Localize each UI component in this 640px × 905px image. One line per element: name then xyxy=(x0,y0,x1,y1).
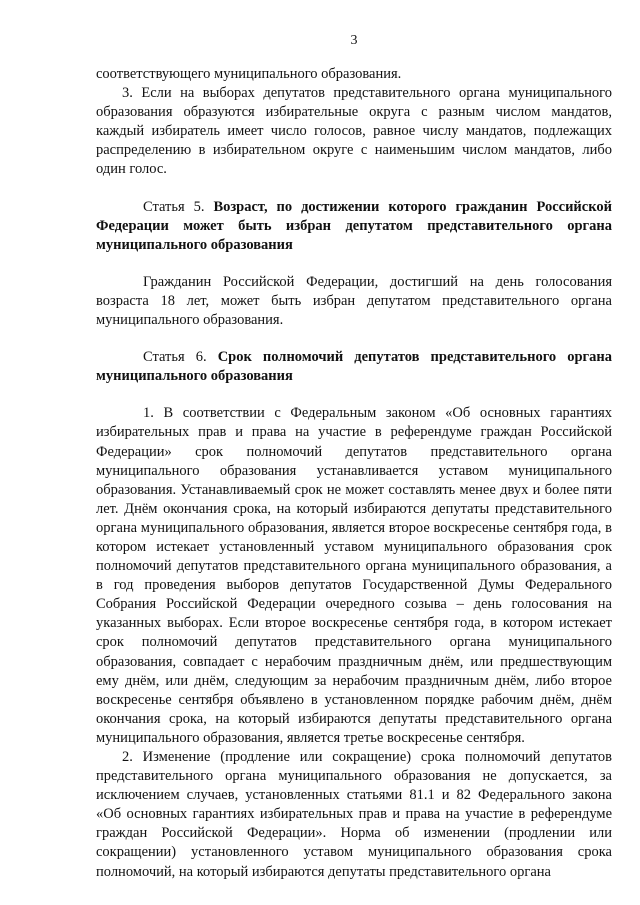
article-5-title: Возраст, по достижении которого гражданин Российской Федерации может быть избран депутатом представительного органа муниципального образования xyxy=(96,198,612,253)
article-6-heading xyxy=(96,348,612,386)
paragraph-continuation: соответствующего муниципального образования. xyxy=(96,66,402,82)
article-6-item-1: 1. В соответствии с Федеральным законом «Об основных гарантиях избирательных прав и права на участие в референдуме граждан Российской Федерации» срок полномочий депутатов представительного органа муниципального образования устанавливается уставом муниципального образования. Устанавливаемый срок не может составлять менее двух и более пяти лет. Днём окончания срока, на который избираются депутаты представительного органа муниципального образования, является второе воскресенье сентября года, в котором истекает установленный уставом муниципального образования срок полномочий депутатов представительного органа муниципального образования, а в год проведения выборов депутатов Государственной Думы Федерального Собрания Российской Федерации очередного созыва – день голосования на указанных выборах. Если второе воскресенье сентября года, в котором истекает срок полномочий депутатов представительного органа муниципального образования, совпадает с нерабочим праздничным днём, или предшествующим ему днём, или днём, следующим за нерабочим праздничным днём, либо второе воскресенье сентября объявлено в установленном порядке рабочим днём, днём окончания срока, на который избираются депутаты представительного органа муниципального образования, является третье воскресенье сентября. xyxy=(96,405,612,746)
article-6-label: Статья 6. xyxy=(143,349,218,366)
article-5-heading xyxy=(96,198,612,255)
document-body xyxy=(96,65,612,882)
page-number: 3 xyxy=(350,33,358,48)
article-5-label: Статья 5. xyxy=(143,198,214,215)
article-6-item-2: 2. Изменение (продление или сокращение) срока полномочий депутатов представительного органа муниципального образования не допускается, за исключением случаев, установленных статьями 81.1 и 82 Федерального закона «Об основных гарантиях избирательных прав и права на участие в референдуме граждан Российской Федерации». Норма об изменении (продлении или сокращении) установленного уставом муниципального образования срока полномочий, на который избираются депутаты представительного органа xyxy=(96,749,612,880)
paragraph-item-3: 3. Если на выборах депутатов представительного органа муниципального образования образуются избирательные округа с разным числом мандатов, каждый избиратель имеет число голосов, равное числу мандатов, подлежащих распределению в избирательном округе с наименьшим числом мандатов, либо один голос. xyxy=(96,85,612,178)
article-5-text: Гражданин Российской Федерации, достигший на день голосования возраста 18 лет, может быть избран депутатом представительного органа муниципального образования. xyxy=(96,273,612,329)
article-6-title: Срок полномочий депутатов представительного органа муниципального образования xyxy=(96,349,612,385)
